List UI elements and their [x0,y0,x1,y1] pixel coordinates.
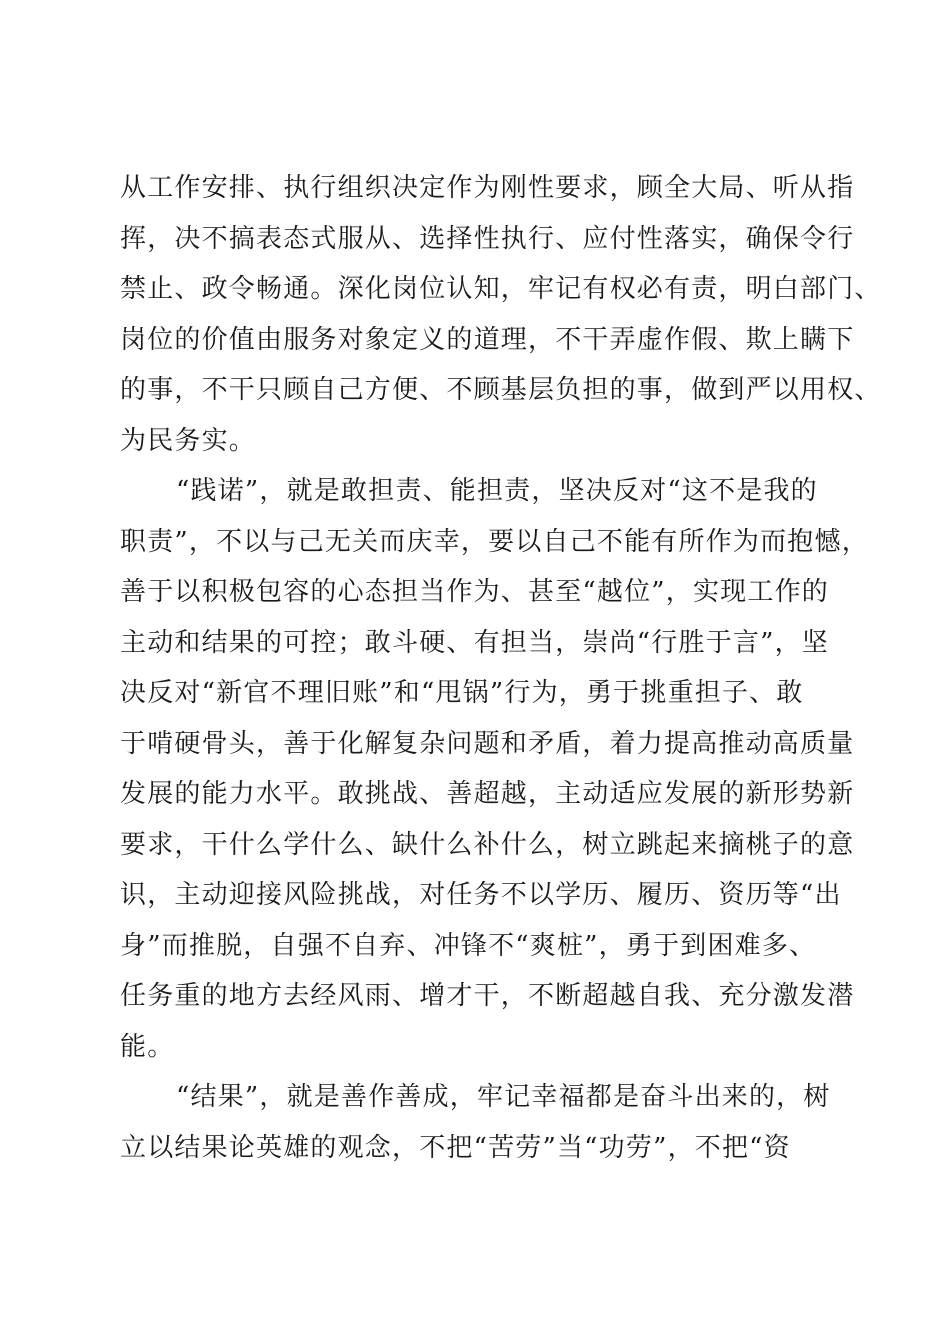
text-line-first: “践诺”，就是敢担责、能担责，坚决反对“这不是我的 [176,476,818,506]
text-line: 要求，干什么学什么、缺什么补什么，树立跳起来摘桃子的意 [120,829,855,860]
text-line: 立以结果论英雄的观念，不把“苦劳”当“功劳”，不把“资 [120,1132,791,1163]
text-line-first: “结果”，就是善作善成，牢记幸福都是奋斗出来的，树 [176,1082,831,1112]
text-line: 识，主动迎接风险挑战，对任务不以学历、履历、资历等“出 [120,880,842,910]
paragraph-1 [120,163,882,466]
text-line: 的事，不干只顾自己方便、不顾基层负担的事，做到严以用权、 [120,375,882,405]
text-line: 能。 [120,1031,175,1062]
text-line: 岗位的价值由服务对象定义的道理，不干弄虚作假、欺上瞒下 [120,324,855,355]
document-body [120,163,882,1173]
text-line: 发展的能力水平。敢挑战、善超越，主动适应发展的新形势新 [120,779,855,809]
text-line: 身”而推脱，自强不自弃、冲锋不“爽桩”，勇于到困难多、 [120,930,817,961]
text-line: 从工作安排、执行组织决定作为刚性要求，顾全大局、听从指 [120,173,855,203]
text-line: 职责”，不以与己无关而庆幸，要以自己不能有所作为而抱憾， [120,526,869,557]
paragraph-2 [120,466,869,1072]
text-line: 决反对“新官不理旧账”和“甩锅”行为，勇于挑重担子、敢 [120,678,804,708]
text-line: 挥，决不搞表态式服从、选择性执行、应付性落实，确保令行 [120,223,855,254]
paragraph-3 [120,1072,840,1173]
text-line: 任务重的地方去经风雨、增才干，不断超越自我、充分激发潜 [120,981,855,1011]
text-line: 禁止、政令畅通。深化岗位认知，牢记有权必有责，明白部门、 [120,274,882,304]
text-line: 于啃硬骨头，善于化解复杂问题和矛盾，着力提高推动高质量 [120,728,855,759]
text-line: 主动和结果的可控；敢斗硬、有担当，崇尚“行胜于言”，坚 [120,627,829,658]
text-line: 善于以积极包容的心态担当作为、甚至“越位”，实现工作的 [120,577,829,607]
text-line: 为民务实。 [120,425,257,456]
